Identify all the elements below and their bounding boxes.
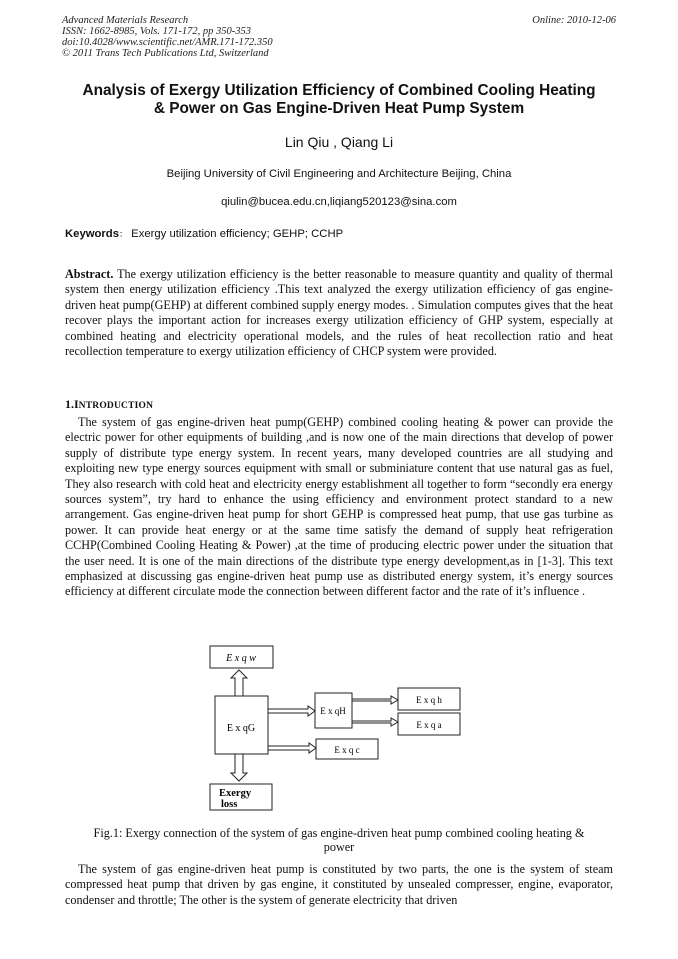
box-exqh-label: E x q h xyxy=(416,695,442,705)
title-line-1: Analysis of Exergy Utilization Efficiency of Combined Cooling Heating xyxy=(82,82,596,99)
arrow-to-exqc xyxy=(268,743,316,753)
keywords-label: Keywords xyxy=(65,228,119,240)
keywords-separator: ： xyxy=(119,229,129,239)
journal-meta xyxy=(62,15,273,59)
body-paragraph-2: The system of gas engine-driven heat pump is constituted by two parts, the one is the system of steam compressed heat pump that driven by gas engine, it constituted by unsealed compresser, engine, evaporator, condenser and throttle; The other is the system of generate electricity that driven xyxy=(65,862,613,907)
exergy-loss-line-2: loss xyxy=(221,799,238,810)
arrow-to-exqa xyxy=(352,718,398,726)
exergy-diagram xyxy=(195,643,485,818)
online-date: Online: 2010-12-06 xyxy=(532,15,616,26)
caption-line-2: power xyxy=(323,840,355,854)
abstract-text: The exergy utilization efficiency is the better reasonable to measure quantity and quality of thermal system then energy utilization efficiency .This text analyzed the exergy utilization efficiency of gas engine-driven heat pump(GEHP) at different combined supply energy modes. . Simulation computes gives that the heat recover plays the important action for increases exergy utilization efficiency of GHP system, especially at combined heating and electricity operational models, and the rules of heat recollection ratio and heat recollection temperature to exergy utilization efficiency of CHCP system were provided. xyxy=(65,267,613,359)
intro-paragraph: The system of gas engine-driven heat pump(GEHP) combined cooling heating & power can provide the electric power for other equipments of building ,and is now one of the main directions that develop of power supply of distribute type energy system. In recent years, many developed countries are all studying and exploiting new type energy sources equipment with small or subminiature content that use natural gas as fuel, They also research with cold heat and electricity energy establishment all together to form “secondly era energy sources system”, try hard to enhance the using efficiency and environment protect standard to a new arrangement. Gas engine-driven heat pump for short GEHP is compressed heat pump, that use gas turbine as power. It can provide heat energy or at the same time satisfy the demand of supply heat refrigeration CCHP(Combined Cooling Heating & Power) ,at the time of producing electric power under the situation that the user need. It is one of the main directions of the distribute type energy development,as in [1-3]. This text emphasized at discussing gas engine-driven heat pump use as distributed energy system, it’s energy sources efficiency at different circulate mode the connection between different factor and the rate of it’s influence . xyxy=(65,415,613,599)
exergy-loss-line-1: Exergy xyxy=(219,788,252,799)
paper-title xyxy=(50,82,628,118)
arrow-exqg-exqh xyxy=(268,706,315,716)
issn-line: ISSN: 1662-8985, Vols. 171-172, pp 350-353 xyxy=(62,26,251,37)
section-heading xyxy=(65,397,153,412)
box-exqw-label: E x q w xyxy=(226,653,256,664)
section-initial: I xyxy=(74,397,79,411)
figure-caption xyxy=(55,826,623,854)
box-exqa-label: E x q a xyxy=(416,720,442,730)
abstract xyxy=(65,267,613,359)
arrow-up-exqw xyxy=(231,670,247,696)
arrow-to-exqh xyxy=(352,696,398,704)
keywords xyxy=(65,227,343,240)
section-rest: NTRODUCTION xyxy=(78,401,154,411)
author-email: qiulin@bucea.edu.cn,liqiang520123@sina.com xyxy=(221,196,457,208)
title-line-2: & Power on Gas Engine-Driven Heat Pump System xyxy=(153,100,525,117)
section-number: 1. xyxy=(65,397,74,411)
caption-line-1: Fig.1: Exergy connection of the system of gas engine-driven heat pump combined cooling heating & xyxy=(93,826,585,840)
authors: Lin Qiu , Qiang Li xyxy=(284,134,394,150)
box-exqh-mid-label: E x qH xyxy=(320,706,346,716)
journal-name: Advanced Materials Research xyxy=(62,15,189,26)
keywords-text: Exergy utilization efficiency; GEHP; CCHP xyxy=(131,228,344,240)
box-exqc-label: E x q c xyxy=(334,745,360,755)
box-exqg-label: E x qG xyxy=(226,723,256,734)
doi-line: doi:10.4028/www.scientific.net/AMR.171-172.350 xyxy=(62,37,273,48)
affiliation: Beijing University of Civil Engineering and Architecture Beijing, China xyxy=(166,168,512,180)
copyright-line: © 2011 Trans Tech Publications Ltd, Switzerland xyxy=(62,48,269,59)
arrow-down-loss xyxy=(231,754,247,781)
abstract-label: Abstract. xyxy=(65,267,114,281)
